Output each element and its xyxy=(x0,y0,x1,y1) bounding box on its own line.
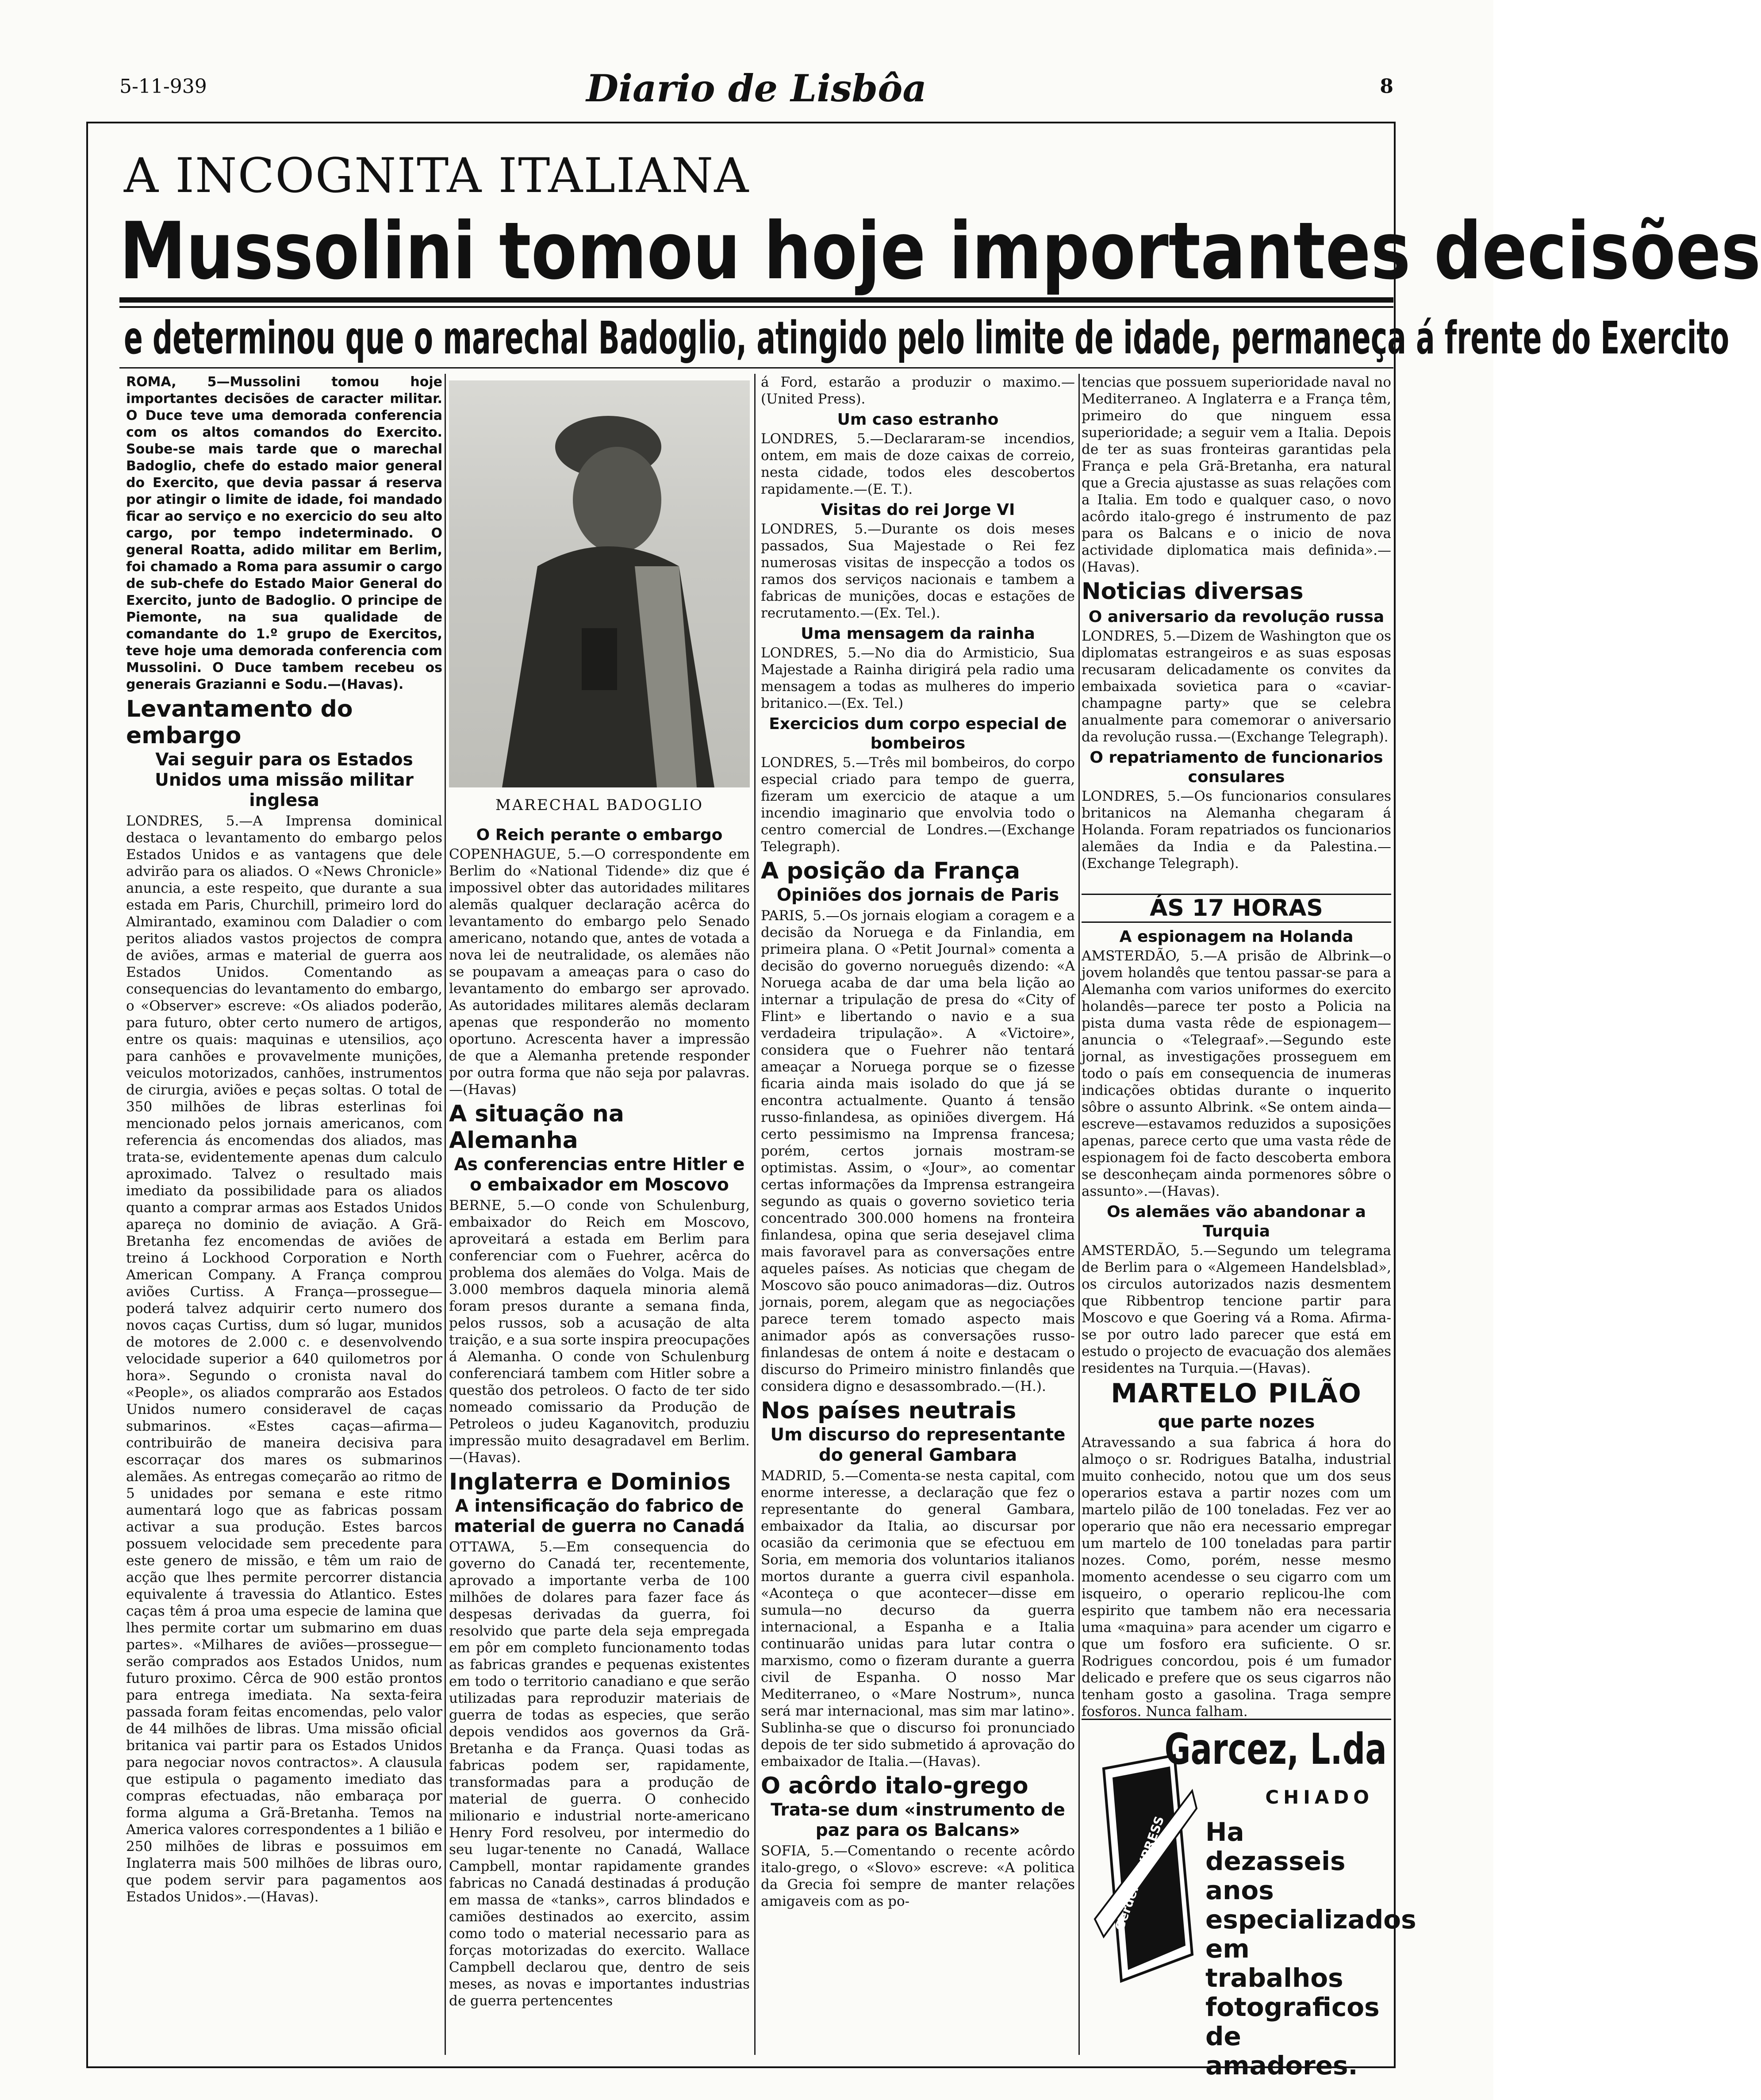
article-body: AMSTERDÃO, 5.—Segundo um telegrama de Berlim para o «Algemeen Handelsblad», os circulos autorizados nazis desmentem que Ribbentrop tencione partir para Moscovo e que Goering vá a Roma. Afirma-se por outro lado parecer que está em estudo o projecto de evacuação dos alemães residentes na Turquia.—(Havas). xyxy=(1082,1243,1391,1376)
garcez-advertisement xyxy=(1082,1719,1416,2081)
kicker: A INCOGNITA ITALIANA xyxy=(124,148,750,203)
section-heading: A situação na Alemanha xyxy=(449,1101,624,1154)
portrait-image xyxy=(449,380,750,787)
article-body: LONDRES, 5.—Dizem de Washington que os diplomatas estrangeiros e as suas esposas recusaram delicadamente os convites da embaixada sovietica para o «caviar-champagne party» que se celebra anualmente para comemorar o aniversario da revolução russa.—(Exchange Telegraph). xyxy=(1082,628,1391,745)
article-body: BERNE, 5.—O conde von Schulenburg, embaixador do Reich em Moscovo, aproveitará a estada em Berlim para conferenciar com o Fuehrer, acêrca do problema dos alemães do Volga. Mais de 3.000 membros daquela minoria alemã foram presos durante a semana finda, pelos russos, sob a acusação de alta traição, e a sua sorte inspira preocupações á Alemanha. O conde von Schulenburg conferenciará tambem com Hitler sobre a questão dos petroleos. O facto de ter sido nomeado comissario da Produção de Petroleos o judeu Kaganovitch, produziu impressão muito desagradavel em Berlim.—(Havas). xyxy=(449,1198,750,1466)
subheadline: e determinou que o marechal Badoglio, atingido pelo limite de idade, permaneça á frente do Exercito xyxy=(124,312,1730,365)
section-heading: A posição da França xyxy=(761,858,1021,884)
masthead xyxy=(119,66,1393,111)
lead-paragraph: ROMA, 5—Mussolini tomou hoje importantes decisões de caracter militar. O Duce teve uma demorada conferencia com os altos comandos do Exercito. Soube-se mais tarde que o marechal Badoglio, chefe do estado maior general do Exercito, que devia passar á reserva por atingir o limite de idade, foi mandado ficar ao serviço e no exercicio do seu alto cargo, por tempo indeterminado. O general Roatta, adido militar em Berlim, foi chamado a Roma para assumir o cargo de sub-chefe do Estado Maior General do Exercito, junto de Badoglio. O principe de Piemonte, na sua qualidade de comandante do 1.º grupo de Exercitos, teve hoje uma demorada conferencia com Mussolini. O Duce tambem recebeu os generais Grazianni e Sodu.—(Havas). xyxy=(126,374,442,692)
article-body: LONDRES, 5.—No dia do Armisticio, Sua Majestade a Rainha dirigirá pela radio uma mensagem a todas as mulheres do imperio britanico.—(Ex. Tel.) xyxy=(761,645,1075,711)
advertiser-name: Garcez, L.da xyxy=(1164,1724,1387,1774)
advert-copy: Ha dezasseis anos especializados em trabalhos fotograficos de amadores. xyxy=(1205,1817,1416,2081)
article-body: AMSTERDÃO, 5.—A prisão de Albrink—o jovem holandês que tentou passar-se para a Alemanha com varios uniformes do exercito holandês—parece ter posto a Policia na pista duma vasta rêde de espionagem—anuncia o «Telegraaf».—Segundo este jornal, as investigações prosseguem em todo o país em consequencia de inumeras indicações obtidas durante o inquerito sôbre o assunto Albrink. «Se ontem ainda—escreve—estavamos reduzidos a suposições apenas, parece certo que uma vasta rêde de espionagem foi de facto descoberta embora se desconheçam ainda pormenores sôbre o assunto».—(Havas). xyxy=(1082,948,1391,1199)
page-number: 8 xyxy=(1380,75,1393,98)
photo-caption: MARECHAL BADOGLIO xyxy=(495,796,704,814)
section-heading: Os alemães vão abandonar a Turquia xyxy=(1107,1203,1366,1240)
subhead-rule xyxy=(119,367,1393,369)
article-body: á Ford, estarão a produzir o maximo.—(United Press). xyxy=(761,374,1075,407)
article-body: MADRID, 5.—Comenta-se nesta capital, com enorme interesse, a declaração que fez o representante do general Gambara, embaixador da Italia, ao discursar por ocasião da cerimonia que se efectuou em Soria, em memoria dos voluntarios italianos mortos durante a guerra civil espanhola. «Aconteça o que acontecer—disse em sumula—no decurso da guerra internacional, a Espanha e a Italia continuarão unidas para lutar contra o marxismo, como o fizeram durante a guerra civil de Espanha. O nosso Mar Mediterraneo, o «Mare Nostrum», nunca será mar internacional, mas sim mar latino». Sublinha-se que o discurso foi pronunciado depois de ter sido submetido á aprovação do embaixador de Italia.—(Havas). xyxy=(761,1468,1075,1770)
column-2 xyxy=(449,823,750,2055)
article-body: PARIS, 5.—Os jornais elogiam a coragem e a decisão da Noruega e da Finlandia, em primeira plana. O «Petit Journal» comenta a decisão do governo norueguês dizendo: «A Noruega acaba de dar uma bela lição ao internar a tripulação de presa do «City of Flint» e libertando o navio e a sua verdadeira tripulação». A «Victoire», considera que o Fuehrer não tentará ameaçar a Noruega porque se o fizesse ficaria ainda mais isolado do que já se encontra actualmente. Quanto á tensão russo-finlandesa, as opiniões divergem. Há certo pessimismo na Imprensa francesa; porém, certos jornais mostram-se optimistas. Assim, o «Jour», ao comentar certas informações da Imprensa estrangeira segundo as quais o governo sovietico teria concentrado 300.000 homens na fronteira finlandesa, opina que seria desejavel clima mais favoravel para as conversações entre aqueles países. As noticias que chegam de Moscovo são pouco animadoras—diz. Outros jornais, porem, alegam que as negociações parece terem tomado aspecto mais animador após as conversações russo-finlandesas de ontem á noite e destacam o discurso do Primeiro ministro finlandês que considera digno e desassombrado.—(H.). xyxy=(761,908,1075,1394)
section-heading: Levantamento do embargo xyxy=(126,696,353,749)
section-heading: Uma mensagem da rainha xyxy=(801,625,1035,643)
column-divider xyxy=(445,374,446,2055)
article-body: LONDRES, 5.—Declararam-se incendios, ontem, em mais de doze caixas de correio, nesta cidade, todos eles descobertos rapidamente.—(E. T.). xyxy=(761,431,1075,497)
advert-body: Atravessando a sua fabrica á hora do almoço o sr. Rodrigues Batalha, industrial muito conhecido, notou que um dos seus operarios estava a partir nozes com um martelo pilão de 100 toneladas. Fez ver ao operario que não era necessario empregar um martelo de 100 toneladas para partir nozes. Como, porém, nesse mesmo momento acendesse o seu cigarro com um isqueiro, o operario replicou-lhe com espirito que tambem não era necessaria uma «maquina» para acender um cigarro e que um fosforo era suficiente. O sr. Rodrigues concordou, pois é um fumador delicado e prefere que os seus cigarros não tenham gosto a gasolina. Traga sempre fosforos. Nunca falham. xyxy=(1082,1435,1391,1720)
section-heading: A espionagem na Holanda xyxy=(1119,928,1354,946)
article-body: LONDRES, 5.—Três mil bombeiros, do corpo especial criado para tempo de guerra, fizeram um exercicio de ataque a um incendio imaginario que envolvia todo o centro comercial de Londres.—(Exchange Telegraph). xyxy=(761,755,1075,855)
badoglio-photo xyxy=(449,380,750,787)
section-subheading: Opiniões dos jornais de Paris xyxy=(776,885,1059,905)
article-body: LONDRES, 5.—A Imprensa dominical destaca o levantamento do embargo pelos Estados Unidos e as vantagens que dele advirão para os aliados. O «News Chronicle» anuncia, a este respeito, que durante a sua estada em Paris, Churchill, primeiro lord do Almirantado, examinou com Daladier o com peritos aliados vastos projectos de compra de aviões, armas e material de guerra aos Estados Unidos. Comentando as consequencias do levantamento do embargo, o «Observer» escreve: «Os aliados poderão, para futuro, obter certo numero de artigos, entre os quais: maquinas e utensilios, aço para canhões e provavelmente munições, veiculos motorizados, canhões, instrumentos de cirurgia, aviões e peças soltas. O total de 350 milhões de libras esterlinas foi mencionado pelos jornais americanos, com referencia ás encomendas dos aliados, mas trata-se, evidentemente apenas dum calculo aproximado. Talvez o resultado mais imediato da possibilidade para os aliados quanto a comprar armas aos Estados Unidos apareça no dominio de aviação. A Grã-Bretanha fez encomendas de aviões de treino á Lockhood Corporation e North American Company. A França comprou aviões Curtiss. A França—prossegue—poderá talvez adquirir certo numero dos novos caças Curtiss, dum só lugar, munidos de motores de 2.000 c. e desenvolvendo velocidade superior a 640 quilometros por hora». Segundo o cronista naval do «People», os aliados comprarão aos Estados Unidos numero consideravel de caças submarinos. «Estes caças—afirma—contribuirão de maneira decisiva para escorraçar dos mares os submarinos alemães. As entregas começarão ao ritmo de 5 unidades por semana e este ritmo aumentará logo que as fabricas possam activar a sua produção. Estes barcos possuem velocidade sem precedente para este genero de missão, e têm um raio de acção que lhes permite percorrer distancia equivalente á travessia do Atlantico. Estes caças têm á proa uma especie de lamina que lhes permite cortar um submarino em duas partes». «Milhares de aviões—prossegue—serão comprados aos Estados Unidos, num futuro proximo. Cêrca de 900 estão prontos para entrega imediata. Na sexta-feira passada foram feitas encomendas, pelo valor de 44 milhões de libras. Uma missão oficial britanica vai partir para os Estados Unidos para negociar novos contractos». A clausula que estipula o pagamento imediato das compras efectuadas, não embaraça por forma alguma a Grã-Bretanha. Temos na America valores correspondentes a 1 bilião e 250 milhões de libras e possuimos em Inglaterra mais 500 milhões de libras ouro, que podem servir para pagamentos aos Estados Unidos».—(Havas). xyxy=(126,813,442,1905)
section-subheading: Trata-se dum «instrumento de paz para os Balcans» xyxy=(771,1800,1065,1840)
column-1 xyxy=(126,374,442,2055)
section-heading: O repatriamento de funcionarios consulares xyxy=(1090,749,1383,786)
section-heading: O aniversario da revolução russa xyxy=(1088,608,1385,626)
advert-subheading: que parte nozes xyxy=(1158,1412,1315,1432)
section-subheading: Um discurso do representante do general Gambara xyxy=(770,1425,1066,1465)
advert-headline: MARTELO PILÃO xyxy=(1111,1378,1362,1409)
newspaper-title: Diario de Lisbôa xyxy=(586,66,927,110)
article-body: SOFIA, 5.—Comentando o recente acôrdo italo-grego, o «Slovo» escreve: «A politica da Grecia foi sempre de manter relações amigaveis com as po- xyxy=(761,1843,1075,1909)
issue-date: 5-11-939 xyxy=(119,75,207,98)
article-body: OTTAWA, 5.—Em consequencia do governo do Canadá ter, recentemente, aprovado a importante verba de 100 milhões de dolares para fazer face ás despesas derivadas da guerra, foi resolvido que parte dela seja empregada em pôr em completo funcionamento todas as fabricas grandes e pequenas existentes em todo o territorio canadiano e que serão utilizadas para reproduzir materiais de guerra de todas as especies, que serão depois vendidos aos governos da Grã-Bretanha e da França. Quasi todas as fabricas podem ser, rapidamente, transformadas para a produção de material de guerra. O conhecido milionario e industrial norte-americano Henry Ford resolveu, por intermedio do seu lugar-tenente no Canadá, Wallace Campbell, montar rapidamente grandes fabricas no Canadá destinadas á produção em massa de «tanks», carros blindados e camiões destinados ao exercito, assim como todo o material necessario para as forças motorizadas do exercito. Wallace Campbell declarou que, dentro de seis meses, as novas e importantes industrias de guerra pertencentes xyxy=(449,1539,750,2009)
late-news-banner: ÁS 17 HORAS xyxy=(1082,894,1391,923)
column-divider xyxy=(754,374,756,2055)
section-heading: Nos países neutrais xyxy=(761,1397,1017,1424)
column-divider xyxy=(1078,374,1080,2055)
section-heading: Inglaterra e Dominios xyxy=(449,1469,731,1495)
film-box-icon xyxy=(1086,1751,1201,1990)
article-body: COPENHAGUE, 5.—O correspondente em Berlim do «National Tidende» diz que é impossivel obter das autoridades militares alemãs qualquer declaração acêrca do levantamento do embargo pelo Senado americano, notando que, antes de votada a nova lei de neutralidade, os alemães não se poupavam a ameaças para o caso do levantamento do embargo ser aprovado. As autoridades militares alemãs declaram apenas que responderão no momento oportuno. Acrescenta haver a impressão de que a Alemanha pretende responder por outra forma que não seja por palavras.—(Havas) xyxy=(449,846,750,1098)
headline-rule-thin xyxy=(119,306,1393,308)
section-heading: O acôrdo italo-grego xyxy=(761,1773,1028,1799)
column-3 xyxy=(761,374,1075,2055)
column-4-middle xyxy=(1082,925,1391,1376)
headline-rule xyxy=(119,297,1393,303)
section-heading: Noticias diversas xyxy=(1082,578,1304,605)
section-subheading: Vai seguir para os Estados Unidos uma missão militar inglesa xyxy=(155,750,414,810)
advertiser-location: CHIADO xyxy=(1265,1786,1374,1808)
article-body: LONDRES, 5.—Os funcionarios consulares britanicos na Alemanha chegaram á Holanda. Foram repatriados os funcionarios alemães da India e da Palestina.—(Exchange Telegraph). xyxy=(1082,788,1391,871)
column-4-top xyxy=(1082,374,1391,891)
section-heading: Exercicios dum corpo especial de bombeiros xyxy=(769,715,1067,752)
section-heading: Um caso estranho xyxy=(837,411,999,429)
main-headline: Mussolini tomou hoje importantes decisões xyxy=(119,205,1761,297)
article-body: tencias que possuem superioridade naval no Mediterraneo. A Inglaterra e a França têm, primeiro do que ninguem essa superioridade; a seguir vem a Italia. Depois de ter as suas fronteiras garantidas pela França e pela Grã-Bretanha, era natural que a Grecia ajustasse as suas relações com a Italia. Em todo e qualquer caso, o novo acôrdo italo-grego é instrumento de paz para os Balcans e o inicio de nova actividade diplomatica mais definida».—(Havas). xyxy=(1082,374,1391,575)
column-4-bottom xyxy=(1082,1411,1391,1720)
section-subheading: A intensificação do fabrico de material de guerra no Canadá xyxy=(454,1496,745,1536)
section-subheading: As conferencias entre Hitler e o embaixador em Moscovo xyxy=(454,1155,745,1195)
section-heading: Visitas do rei Jorge VI xyxy=(821,501,1015,519)
film-box-label: Gerdert EXPRESS xyxy=(1112,1814,1167,1933)
article-body: LONDRES, 5.—Durante os dois meses passados, Sua Majestade o Rei fez numerosas visitas de inspecção a todos os ramos dos serviços nacionais e tambem a fabricas de munições, docas e estações de recrutamento.—(Ex. Tel.). xyxy=(761,521,1075,621)
section-heading: O Reich perante o embargo xyxy=(476,826,723,844)
